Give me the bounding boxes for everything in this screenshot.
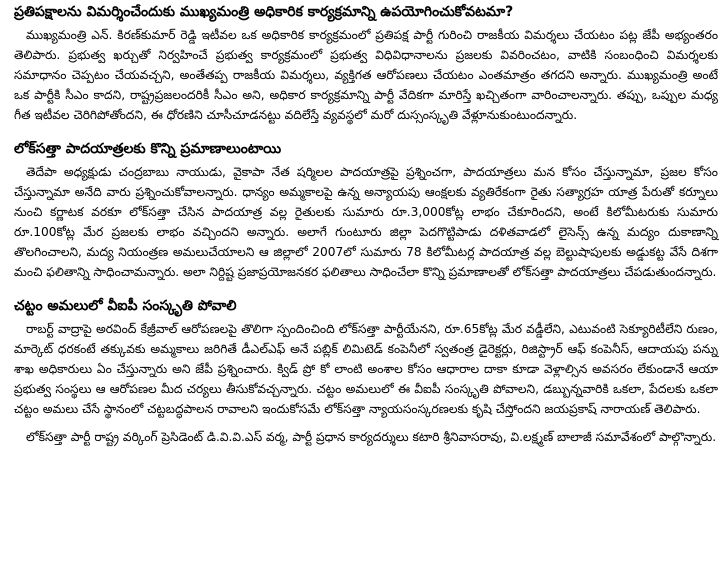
paragraph: లోక్‌సత్తా పార్టీ రాష్ట్ర వర్కింగ్‌ ప్రెసిడెంట్‌ డి.వి.వి.ఎస్‌ వర్మ, పార్టీ ప్రధాన కార్యదర్శులు కటారి శ్రీనివాసరావు, వి.లక్ష్మణ్‌ బాలాజీ సమావేశంలో పాల్గొన్నారు. — [26, 430, 717, 444]
paragraph: తెదేపా అధ్యక్షుడు చంద్రబాబు నాయుడు, వైకాపా నేత షర్మిలల పాదయాత్రపై ప్రశ్నించగా, పాదయాత్రలు మన కోసం చేస్తున్నామా, ప్రజల కోసం చేస్తున్నామా అనేది వారు ప్రశ్నించుకోవాలన్నారు. ధాన్యం అమ్మకాలపై ఉన్న అన్యాయపు ఆంక్షలకు వ్యతిరేకంగా రైతు సత్యాగ్రహ యాత్ర పేరుతో కర్నూలు నుంచి కర్ణాటక వరకూ లోక్‌సత్తా చేసిన పాదయాత్ర వల్ల రైతులకు సుమారు రూ.3,000కోట్ల లాభం చేకూరిందని, అంటే కిలోమీటరుకు సుమారు రూ.100కోట్ల మేర ప్రజలకు లాభం వచ్చిందని అన్నారు. అలాగే గుంటూరు జిల్లా పెదగొట్టిపాడు దళితవాడలో లైసెన్స్‌ ఉన్న మద్యం దుకాణాన్ని తొలగించాలని, మద్య నియంత్రణ అమలుచేయాలని ఆ జిల్లాలో 2007లో సుమారు 78 కిలోమీటర్ల పాదయాత్ర వల్ల బెల్టుషాపులకు అడ్డుకట్ట వేసే దిశగా మంచి ఫలితాన్ని సాధించామన్నారు. అలా నిర్దిష్ట ప్రజాప్రయోజనకర ఫలితాలు సాధించేలా కొన్ని ప్రమాణాలతో లోక్‌సత్తా పాదయాత్రలు చేపడుతుందన్నారు. — [14, 165, 718, 279]
section-heading: లోక్‌సత్తా పాదయాత్రలకు కొన్ని ప్రమాణాలుంటాయి — [14, 141, 282, 157]
paragraph: రాబర్ట్‌ వాద్రాపై అరవింద్‌ కేజ్రీవాల్‌ ఆరోపణలపై తొలిగా స్పందించింది లోక్‌సత్తా పార్టీయేనని, రూ.65కోట్ల మేర వడ్డీలేని, ఎటువంటి సెక్యూరిటీలేని రుణం, మార్కెట్‌ ధరకంటే తక్కువకు అమ్మకాలు జరిగితే డీఎల్‌ఎఫ్‌ అనే పబ్లిక్‌ లిమిటెడ్‌ కంపెనీలో స్వతంత్ర డైరెక్టర్లు, రిజిస్ట్రార్‌ ఆఫ్‌ కంపెనీస్‌, ఆదాయపు పన్ను శాఖ అధికారులు ఏం చేస్తున్నారు అని జేపీ ప్రశ్నించారు. క్విడ్‌ ప్రో కో లాంటి అంశాల కోసం ఆధారాల దాకా కూడా వెళ్లాల్సిన అవసరం లేకుండానే ఆయా ప్రభుత్వ సంస్థలు ఆ ఆరోపణల మీద చర్యలు తీసుకోవచ్చన్నారు. చట్టం అమలులో ఈ వీఐపీ సంస్కృతి పోవాలని, డబ్బున్నవారికి ఒకలా, పేదలకు ఒకలా చట్టం అమలు చేసే స్థానంలో చట్టబద్ధపాలన రావాలని ఇందుకోసమే లోక్‌సత్తా న్యాయసంస్కరణలకు కృషి చేస్తోందని జయప్రకాష్‌ నారాయణ్‌ తెలిపారు. — [14, 322, 718, 416]
paragraph: ముఖ్యమంత్రి ఎన్‌. కిరణ్‌కుమార్‌ రెడ్డి ఇటీవల ఒక అధికారిక కార్యక్రమంలో ప్రతిపక్ష పార్టీ గురించి రాజకీయ విమర్శలు చేయటం పట్ల జేపీ అభ్యంతరం తెలిపారు. ప్రభుత్వ ఖర్చుతో నిర్వహించే ప్రభుత్వ కార్యక్రమంలో ప్రభుత్వ విధివిధానాలను ప్రజలకు వివరించటం, వాటికి సంబంధించి విమర్శలకు సమాధానం చెప్పటం చేయవచ్చని, అంతేతప్ప రాజకీయ విమర్శలు, వ్యక్తిగత ఆరోపణలు చేయటం ఎంతమాత్రం తగదని అన్నారు. ముఖ్యమంత్రి అంటే ఒక పార్టీకి సీఎం కాదని, రాష్ట్రప్రజలందరికీ సీఎం అని, అధికార కార్యక్రమాన్ని పార్టీ వేదికగా మారిస్తే ఖచ్చితంగా వారించాలన్నారు. తప్పు, ఒప్పుల మధ్య గీత ఇటీవల చెరిగిపోతోందని, ఈ ధోరణిని చూసీచూడనట్టు వదిలేస్తే వ్యవస్థలో మరో దుస్సంస్కృతి వేళ్లూనుకుంటుందన్నారు. — [14, 28, 718, 122]
section-cm-official-program — [14, 2, 718, 125]
section-padayatra-standards — [14, 139, 718, 282]
section-heading: ప్రతిపక్షాలను విమర్శించేందుకు ముఖ్యమంత్రి అధికారిక కార్యక్రమాన్ని ఉపయోగించుకోవటమా? — [14, 4, 514, 20]
section-vip-culture — [14, 296, 718, 447]
section-heading: చట్టం అమలులో వీఐపీ సంస్కృతి పోవాలి — [14, 298, 237, 314]
